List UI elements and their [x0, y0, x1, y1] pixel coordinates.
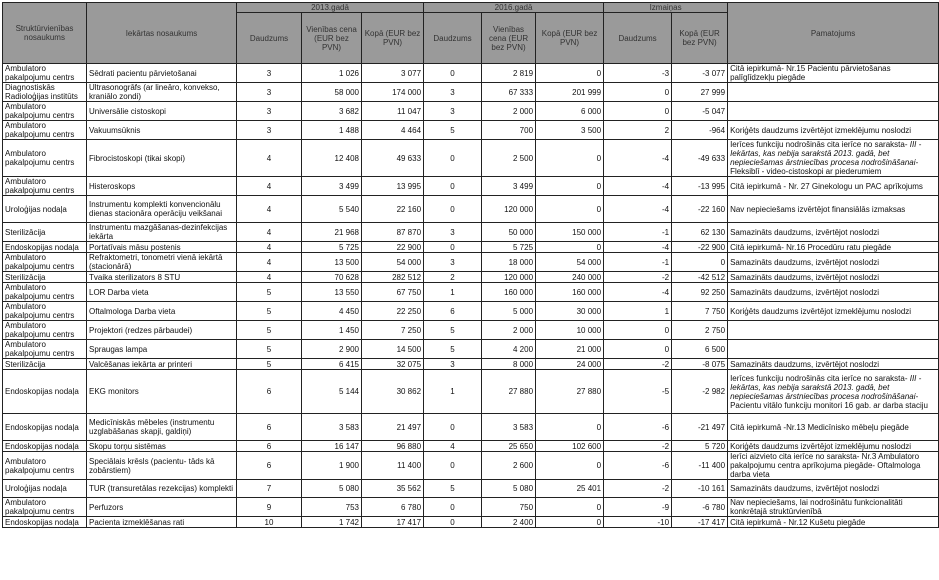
cell-qty-diff: 0	[604, 321, 672, 340]
cell-unit-price-2016: 3 499	[482, 177, 536, 196]
cell-unit: Uroloģijas nodaļa	[3, 480, 87, 498]
cell-total-2016: 54 000	[536, 253, 604, 272]
cell-unit: Ambulatoro pakalpojumu centrs	[3, 177, 87, 196]
cell-qty-2016: 5	[424, 121, 482, 140]
cell-total-2013: 87 870	[362, 223, 424, 242]
cell-total-diff: 62 130	[672, 223, 728, 242]
cell-unit-price-2016: 67 333	[482, 83, 536, 102]
cell-equipment-name: Universālie cistoskopi	[87, 102, 237, 121]
cell-qty-2013: 3	[237, 83, 302, 102]
cell-total-2016: 24 000	[536, 359, 604, 370]
cell-unit-price-2016: 2 400	[482, 517, 536, 528]
cell-unit-price-2013: 1 026	[302, 64, 362, 83]
cell-note: Citā iepirkumā -Nr.13 Medicīnisko mēbeļu piegāde	[728, 414, 939, 441]
cell-qty-diff: -1	[604, 223, 672, 242]
cell-equipment-name: Instrumentu mazgāšanas-dezinfekcijas iekārta	[87, 223, 237, 242]
cell-qty-diff: -6	[604, 414, 672, 441]
cell-total-2013: 22 900	[362, 242, 424, 253]
cell-total-diff: -3 077	[672, 64, 728, 83]
table-row	[3, 102, 939, 121]
cell-qty-2016: 0	[424, 517, 482, 528]
cell-total-diff: -42 512	[672, 272, 728, 283]
cell-qty-diff: -4	[604, 242, 672, 253]
cell-qty-diff: -5	[604, 370, 672, 414]
cell-note: Koriģēts daudzums izvērtējot izmeklējumu noslodzi	[728, 441, 939, 452]
cell-total-2013: 13 995	[362, 177, 424, 196]
cell-total-diff: -2 982	[672, 370, 728, 414]
cell-note	[728, 83, 939, 102]
cell-qty-2013: 5	[237, 302, 302, 321]
table-row	[3, 517, 939, 528]
cell-unit-price-2016: 2 500	[482, 140, 536, 177]
header-unit: Struktūrvienības nosaukums	[3, 3, 87, 64]
cell-unit-price-2013: 2 900	[302, 340, 362, 359]
cell-note: Citā iepirkumā- Nr.16 Procedūru ratu piegāde	[728, 242, 939, 253]
cell-total-2013: 22 160	[362, 196, 424, 223]
cell-total-2016: 240 000	[536, 272, 604, 283]
table-row	[3, 223, 939, 242]
cell-note: Citā iepirkumā - Nr. 27 Ginekologu un PAC aprīkojums	[728, 177, 939, 196]
cell-unit-price-2016: 8 000	[482, 359, 536, 370]
cell-unit: Ambulatoro pakalpojumu centrs	[3, 140, 87, 177]
cell-unit-price-2013: 3 583	[302, 414, 362, 441]
cell-qty-2016: 6	[424, 302, 482, 321]
cell-qty-diff: -2	[604, 480, 672, 498]
cell-equipment-name: Projektori (redzes pārbaudei)	[87, 321, 237, 340]
cell-unit: Ambulatoro pakalpojumu centrs	[3, 321, 87, 340]
cell-unit-price-2016: 160 000	[482, 283, 536, 302]
cell-note	[728, 321, 939, 340]
cell-note: Ierīci aizvieto cita ierīce no saraksta- Nr.3 Ambulatoro pakalpojumu centra aprīkojuma piegāde- Oftalmologa darba vieta	[728, 452, 939, 480]
cell-qty-2013: 4	[237, 196, 302, 223]
cell-unit-price-2013: 16 147	[302, 441, 362, 452]
cell-unit-price-2013: 6 415	[302, 359, 362, 370]
cell-qty-2013: 4	[237, 177, 302, 196]
cell-equipment-name: Ultrasonogrāfs (ar lineāro, konvekso, kraniālo zondi)	[87, 83, 237, 102]
cell-unit: Endoskopijas nodaļa	[3, 370, 87, 414]
cell-note	[728, 102, 939, 121]
cell-qty-2016: 3	[424, 359, 482, 370]
cell-note: Koriģēts daudzums izvērtējot izmeklējumu noslodzi	[728, 302, 939, 321]
cell-total-diff: -17 417	[672, 517, 728, 528]
cell-qty-diff: -2	[604, 272, 672, 283]
cell-total-diff: 0	[672, 253, 728, 272]
table-row	[3, 370, 939, 414]
cell-total-diff: 2 750	[672, 321, 728, 340]
cell-qty-2016: 0	[424, 64, 482, 83]
cell-unit: Diagnostiskās Radioloģijas institūts	[3, 83, 87, 102]
table-row	[3, 83, 939, 102]
header-name: Iekārtas nosaukums	[87, 3, 237, 64]
cell-total-diff: -10 161	[672, 480, 728, 498]
cell-qty-diff: -1	[604, 253, 672, 272]
cell-unit-price-2016: 5 000	[482, 302, 536, 321]
cell-equipment-name: Vakuumsūknis	[87, 121, 237, 140]
cell-qty-2013: 6	[237, 441, 302, 452]
cell-total-2016: 10 000	[536, 321, 604, 340]
cell-total-2016: 160 000	[536, 283, 604, 302]
cell-total-2013: 49 633	[362, 140, 424, 177]
header-total-2013: Kopā (EUR bez PVN)	[362, 13, 424, 64]
cell-qty-diff: -4	[604, 196, 672, 223]
table-row	[3, 340, 939, 359]
table-row	[3, 321, 939, 340]
cell-qty-2016: 0	[424, 452, 482, 480]
cell-qty-2016: 0	[424, 498, 482, 517]
cell-unit-price-2013: 5 725	[302, 242, 362, 253]
cell-total-diff: -49 633	[672, 140, 728, 177]
cell-total-2016: 0	[536, 452, 604, 480]
cell-total-diff: -6 780	[672, 498, 728, 517]
cell-qty-diff: -4	[604, 283, 672, 302]
cell-equipment-name: Spraugas lampa	[87, 340, 237, 359]
cell-note	[728, 340, 939, 359]
cell-unit: Ambulatoro pakalpojumu centrs	[3, 340, 87, 359]
cell-unit-price-2013: 5 540	[302, 196, 362, 223]
cell-equipment-name: Speciālais krēsls (pacientu- tāds kā zobārstiem)	[87, 452, 237, 480]
cell-qty-diff: -4	[604, 140, 672, 177]
header-qty-2013: Daudzums	[237, 13, 302, 64]
cell-total-diff: -11 400	[672, 452, 728, 480]
table-row	[3, 359, 939, 370]
table-row	[3, 64, 939, 83]
cell-unit-price-2016: 2 000	[482, 321, 536, 340]
cell-note	[728, 140, 939, 177]
cell-total-2016: 150 000	[536, 223, 604, 242]
cell-unit-price-2016: 5 080	[482, 480, 536, 498]
cell-unit: Endoskopijas nodaļa	[3, 441, 87, 452]
cell-note: Samazināts daudzums, izvērtējot noslodzi	[728, 283, 939, 302]
cell-qty-2013: 7	[237, 480, 302, 498]
cell-unit-price-2013: 3 499	[302, 177, 362, 196]
cell-unit: Sterilizācija	[3, 223, 87, 242]
cell-total-2016: 0	[536, 414, 604, 441]
cell-qty-2013: 4	[237, 242, 302, 253]
cell-total-2016: 30 000	[536, 302, 604, 321]
cell-total-diff: -21 497	[672, 414, 728, 441]
table-row	[3, 283, 939, 302]
cell-qty-2016: 5	[424, 340, 482, 359]
cell-qty-2013: 6	[237, 452, 302, 480]
cell-equipment-name: EKG monitors	[87, 370, 237, 414]
cell-qty-2016: 3	[424, 223, 482, 242]
cell-unit: Ambulatoro pakalpojumu centrs	[3, 121, 87, 140]
cell-qty-2016: 3	[424, 102, 482, 121]
cell-equipment-name: Skopu torņu sistēmas	[87, 441, 237, 452]
cell-equipment-name: Fibrocistoskopi (tikai skopi)	[87, 140, 237, 177]
cell-qty-2016: 0	[424, 414, 482, 441]
header-unit-price-2016: Vienības cena (EUR bez PVN)	[482, 13, 536, 64]
cell-unit: Uroloģijas nodaļa	[3, 196, 87, 223]
cell-qty-2013: 9	[237, 498, 302, 517]
cell-total-diff: -22 160	[672, 196, 728, 223]
header-group-2016: 2016.gadā	[424, 3, 604, 13]
cell-equipment-name: Perfuzors	[87, 498, 237, 517]
cell-note: Samazināts daudzums, izvērtējot noslodzi	[728, 253, 939, 272]
cell-note: Samazināts daudzums, izvērtējot noslodzi	[728, 480, 939, 498]
cell-unit-price-2016: 2 819	[482, 64, 536, 83]
cell-qty-2013: 3	[237, 102, 302, 121]
cell-qty-diff: 0	[604, 83, 672, 102]
cell-qty-2013: 4	[237, 253, 302, 272]
cell-unit-price-2013: 753	[302, 498, 362, 517]
cell-total-2013: 11 400	[362, 452, 424, 480]
cell-qty-2016: 2	[424, 272, 482, 283]
cell-note: Citā iepirkumā- Nr.15 Pacientu pārvietošanas palīglīdzekļu piegāde	[728, 64, 939, 83]
cell-qty-diff: 1	[604, 302, 672, 321]
cell-unit: Ambulatoro pakalpojumu centrs	[3, 102, 87, 121]
cell-qty-2016: 4	[424, 441, 482, 452]
cell-unit-price-2013: 12 408	[302, 140, 362, 177]
cell-unit-price-2013: 1 742	[302, 517, 362, 528]
cell-qty-2016: 0	[424, 177, 482, 196]
cell-equipment-name: Pacienta izmeklēšanas rati	[87, 517, 237, 528]
cell-total-diff: 27 999	[672, 83, 728, 102]
cell-total-diff: -5 047	[672, 102, 728, 121]
cell-equipment-name: Oftalmologa Darba vieta	[87, 302, 237, 321]
cell-qty-2016: 0	[424, 140, 482, 177]
cell-qty-diff: -2	[604, 359, 672, 370]
cell-unit-price-2016: 750	[482, 498, 536, 517]
note-emphasis: III - Iekārtas, kas nebija sarakstā 2013. gadā, bet nepieciešamas ārstniecības procesa nodrošināšanai-	[730, 373, 922, 401]
cell-unit: Sterilizācija	[3, 272, 87, 283]
cell-equipment-name: LOR Darba vieta	[87, 283, 237, 302]
cell-qty-diff: -6	[604, 452, 672, 480]
cell-unit: Ambulatoro pakalpojumu centrs	[3, 64, 87, 83]
cell-note: Samazināts daudzums, izvērtējot noslodzi	[728, 272, 939, 283]
table-header	[3, 3, 939, 64]
equipment-table	[2, 2, 939, 528]
cell-total-2013: 3 077	[362, 64, 424, 83]
cell-note: Nav nepieciešams izvērtējot finansiālās izmaksas	[728, 196, 939, 223]
header-qty-diff: Daudzums	[604, 13, 672, 64]
cell-qty-2013: 10	[237, 517, 302, 528]
cell-qty-2016: 1	[424, 283, 482, 302]
cell-total-2013: 21 497	[362, 414, 424, 441]
cell-qty-2013: 3	[237, 121, 302, 140]
cell-total-2013: 17 417	[362, 517, 424, 528]
cell-note: Koriģēts daudzums izvērtējot izmeklējumu noslodzi	[728, 121, 939, 140]
cell-total-2013: 174 000	[362, 83, 424, 102]
cell-total-2013: 14 500	[362, 340, 424, 359]
table-row	[3, 452, 939, 480]
cell-unit-price-2016: 120 000	[482, 196, 536, 223]
cell-total-2013: 7 250	[362, 321, 424, 340]
cell-total-2016: 102 600	[536, 441, 604, 452]
cell-unit: Ambulatoro pakalpojumu centrs	[3, 498, 87, 517]
cell-unit: Ambulatoro pakalpojumu centrs	[3, 302, 87, 321]
cell-qty-2013: 5	[237, 321, 302, 340]
cell-unit-price-2013: 5 144	[302, 370, 362, 414]
cell-total-diff: 5 720	[672, 441, 728, 452]
cell-total-2016: 0	[536, 242, 604, 253]
cell-qty-2013: 4	[237, 272, 302, 283]
cell-unit-price-2016: 50 000	[482, 223, 536, 242]
cell-total-2016: 27 880	[536, 370, 604, 414]
table-row	[3, 441, 939, 452]
cell-qty-diff: -10	[604, 517, 672, 528]
header-qty-2016: Daudzums	[424, 13, 482, 64]
cell-unit-price-2016: 3 583	[482, 414, 536, 441]
header-note: Pamatojums	[728, 3, 939, 64]
cell-qty-2016: 0	[424, 242, 482, 253]
cell-qty-2013: 4	[237, 223, 302, 242]
cell-qty-2013: 6	[237, 414, 302, 441]
cell-total-2016: 25 401	[536, 480, 604, 498]
cell-total-2016: 3 500	[536, 121, 604, 140]
cell-total-2013: 6 780	[362, 498, 424, 517]
cell-unit: Ambulatoro pakalpojumu centrs	[3, 452, 87, 480]
cell-total-2013: 32 075	[362, 359, 424, 370]
table-row	[3, 272, 939, 283]
cell-total-2016: 201 999	[536, 83, 604, 102]
cell-total-2013: 22 250	[362, 302, 424, 321]
cell-unit-price-2016: 120 000	[482, 272, 536, 283]
note-text: Ierīces funkciju nodrošinās cita ierīce no saraksta-	[730, 140, 910, 149]
table-row	[3, 302, 939, 321]
cell-total-diff: -964	[672, 121, 728, 140]
cell-total-diff: -8 075	[672, 359, 728, 370]
cell-total-2013: 282 512	[362, 272, 424, 283]
table-row	[3, 140, 939, 177]
table-row	[3, 177, 939, 196]
cell-qty-2016: 3	[424, 253, 482, 272]
cell-note	[728, 370, 939, 414]
cell-unit-price-2016: 2 600	[482, 452, 536, 480]
cell-unit-price-2013: 58 000	[302, 83, 362, 102]
cell-total-2016: 0	[536, 196, 604, 223]
cell-total-2016: 0	[536, 140, 604, 177]
cell-total-2016: 21 000	[536, 340, 604, 359]
cell-equipment-name: Portatīvais māsu postenis	[87, 242, 237, 253]
cell-qty-2013: 3	[237, 64, 302, 83]
cell-unit: Endoskopijas nodaļa	[3, 242, 87, 253]
cell-total-2016: 0	[536, 517, 604, 528]
cell-unit-price-2013: 13 500	[302, 253, 362, 272]
header-total-2016: Kopā (EUR bez PVN)	[536, 13, 604, 64]
cell-qty-diff: -3	[604, 64, 672, 83]
cell-total-2013: 11 047	[362, 102, 424, 121]
cell-qty-diff: -4	[604, 177, 672, 196]
cell-unit-price-2016: 700	[482, 121, 536, 140]
cell-qty-diff: 0	[604, 340, 672, 359]
cell-equipment-name: Histeroskops	[87, 177, 237, 196]
cell-total-2016: 0	[536, 177, 604, 196]
cell-note: Nav nepieciešams, lai nodrošinātu funkcionalitāti konkrētajā struktūrvienībā	[728, 498, 939, 517]
cell-unit-price-2016: 4 200	[482, 340, 536, 359]
cell-unit-price-2013: 3 682	[302, 102, 362, 121]
cell-note: Citā iepirkumā - Nr.12 Kušetu piegāde	[728, 517, 939, 528]
cell-unit-price-2013: 21 968	[302, 223, 362, 242]
cell-total-2013: 96 880	[362, 441, 424, 452]
cell-equipment-name: Instrumentu komplekti konvencionālu dienas stacionāra operāciju veikšanai	[87, 196, 237, 223]
cell-qty-2013: 6	[237, 370, 302, 414]
cell-qty-2016: 1	[424, 370, 482, 414]
header-unit-price-2013: Vienības cena (EUR bez PVN)	[302, 13, 362, 64]
table-row	[3, 480, 939, 498]
note-text: Pacientu vitālo funkciju monitori 16 gab. ar darba staciju	[730, 400, 928, 410]
cell-unit: Ambulatoro pakalpojumu centrs	[3, 253, 87, 272]
cell-qty-diff: 0	[604, 102, 672, 121]
cell-qty-diff: 2	[604, 121, 672, 140]
cell-unit-price-2013: 5 080	[302, 480, 362, 498]
cell-qty-diff: -2	[604, 441, 672, 452]
cell-note: Samazināts daudzums, izvērtējot noslodzi	[728, 359, 939, 370]
header-total-diff: Kopā (EUR bez PVN)	[672, 13, 728, 64]
cell-equipment-name: Tvaika sterilizators 8 STU	[87, 272, 237, 283]
cell-qty-2016: 5	[424, 480, 482, 498]
cell-unit-price-2016: 18 000	[482, 253, 536, 272]
cell-unit: Endoskopijas nodaļa	[3, 414, 87, 441]
cell-qty-diff: -9	[604, 498, 672, 517]
cell-equipment-name: Refraktometri, tonometri vienā iekārtā (stacionārā)	[87, 253, 237, 272]
table-row	[3, 414, 939, 441]
cell-total-diff: 6 500	[672, 340, 728, 359]
cell-qty-2013: 5	[237, 359, 302, 370]
cell-qty-2016: 0	[424, 196, 482, 223]
cell-qty-2016: 5	[424, 321, 482, 340]
cell-total-diff: -13 995	[672, 177, 728, 196]
cell-total-2013: 67 750	[362, 283, 424, 302]
note-text: Ierīces funkciju nodrošinās cita ierīce no saraksta-	[730, 373, 910, 383]
cell-qty-2013: 5	[237, 340, 302, 359]
header-group-2013: 2013.gadā	[237, 3, 424, 13]
cell-unit: Ambulatoro pakalpojumu centrs	[3, 283, 87, 302]
cell-equipment-name: Sēdrati pacientu pārvietošanai	[87, 64, 237, 83]
cell-note: Samazināts daudzums, izvērtējot noslodzi	[728, 223, 939, 242]
cell-qty-2013: 5	[237, 283, 302, 302]
cell-total-2013: 35 562	[362, 480, 424, 498]
table-body	[3, 64, 939, 528]
cell-equipment-name: Medicīniskās mēbeles (instrumentu uzglabāšanas skapji, galdiņi)	[87, 414, 237, 441]
cell-unit: Endoskopijas nodaļa	[3, 517, 87, 528]
cell-unit-price-2016: 5 725	[482, 242, 536, 253]
cell-unit: Sterilizācija	[3, 359, 87, 370]
cell-total-2013: 30 862	[362, 370, 424, 414]
table-row	[3, 196, 939, 223]
cell-qty-2013: 4	[237, 140, 302, 177]
cell-unit-price-2013: 70 628	[302, 272, 362, 283]
cell-total-diff: -22 900	[672, 242, 728, 253]
cell-qty-2016: 3	[424, 83, 482, 102]
note-text: Fleksiblī - video-cistoskopi ar piederumiem	[730, 167, 882, 176]
cell-total-diff: 92 250	[672, 283, 728, 302]
header-group-diff: Izmaiņas	[604, 3, 728, 13]
note-emphasis: III - Iekārtas, kas nebija sarakstā 2013. gadā, bet nepieciešamas ārstniecības procesa nodrošināšanai-	[730, 140, 922, 167]
cell-unit-price-2016: 2 000	[482, 102, 536, 121]
table-row	[3, 253, 939, 272]
cell-total-2013: 54 000	[362, 253, 424, 272]
table-row	[3, 242, 939, 253]
table-row	[3, 121, 939, 140]
cell-unit-price-2013: 4 450	[302, 302, 362, 321]
cell-total-2016: 6 000	[536, 102, 604, 121]
cell-total-diff: 7 750	[672, 302, 728, 321]
cell-unit-price-2016: 25 650	[482, 441, 536, 452]
cell-total-2016: 0	[536, 64, 604, 83]
table-row	[3, 498, 939, 517]
cell-total-2013: 4 464	[362, 121, 424, 140]
cell-equipment-name: TUR (transuretālas rezekcijas) komplekti	[87, 480, 237, 498]
cell-total-2016: 0	[536, 498, 604, 517]
cell-unit-price-2013: 1 450	[302, 321, 362, 340]
cell-unit-price-2013: 13 550	[302, 283, 362, 302]
cell-unit-price-2016: 27 880	[482, 370, 536, 414]
cell-unit-price-2013: 1 900	[302, 452, 362, 480]
cell-unit-price-2013: 1 488	[302, 121, 362, 140]
cell-equipment-name: Valcēšanas iekārta ar printeri	[87, 359, 237, 370]
